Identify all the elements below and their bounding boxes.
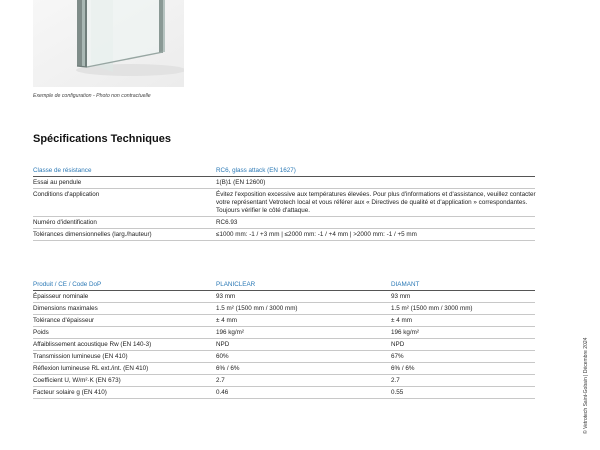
row-planiclear: 1.5 m² (1500 mm / 3000 mm) [216, 305, 298, 312]
table-row [33, 291, 535, 303]
row-planiclear: ± 4 mm [216, 317, 237, 324]
table-row [33, 177, 535, 189]
row-planiclear: 2.7 [216, 377, 225, 384]
section-title: Spécifications Techniques [33, 133, 171, 145]
row-label: Essai au pendule [33, 179, 82, 186]
row-value: 1(B)1 (EN 12600) [216, 179, 266, 186]
table-header [33, 165, 535, 177]
row-value: ≤1000 mm: -1 / +3 mm | ≤2000 mm: -1 / +4 mm | >2000 mm: -1 / +5 mm [216, 231, 417, 238]
row-label: Dimensions maximales [33, 305, 98, 312]
resistance-table [33, 165, 535, 241]
row-value: RC6.93 [216, 219, 238, 226]
header-label: Produit / CE / Code DoP [33, 281, 102, 288]
header-value: RC6, glass attack (EN 1627) [216, 167, 296, 174]
row-planiclear: 60% [216, 353, 229, 360]
header-col-planiclear: PLANICLEAR [216, 281, 256, 288]
row-label: Transmission lumineuse (EN 410) [33, 353, 128, 360]
table-row [33, 229, 535, 241]
row-label: Réflexion lumineuse RL ext./int. (EN 410) [33, 365, 149, 372]
row-label: Coefficient U, W/m²·K (EN 673) [33, 377, 121, 384]
table-header [33, 279, 535, 291]
row-label: Affaiblissement acoustique Rw (EN 140-3) [33, 341, 152, 348]
table-row [33, 363, 535, 375]
table-row [33, 217, 535, 229]
table-row [33, 387, 535, 399]
table-row [33, 303, 535, 315]
row-label: Tolérance d'épaisseur [33, 317, 95, 324]
row-diamant: NPD [391, 341, 405, 348]
row-planiclear: 6% / 6% [216, 365, 240, 372]
row-label: Épaisseur nominale [33, 293, 89, 300]
table-row [33, 327, 535, 339]
row-diamant: 67% [391, 353, 404, 360]
header-label: Classe de résistance [33, 167, 92, 174]
table-row [33, 339, 535, 351]
row-diamant: 2.7 [391, 377, 400, 384]
photo-caption: Exemple de configuration - Photo non contractuelle [33, 93, 151, 99]
product-table [33, 279, 535, 399]
row-diamant: ± 4 mm [391, 317, 412, 324]
row-diamant: 6% / 6% [391, 365, 415, 372]
row-diamant: 1.5 m² (1500 mm / 3000 mm) [391, 305, 473, 312]
row-planiclear: 93 mm [216, 293, 236, 300]
table-row [33, 351, 535, 363]
glass-pane-illustration [33, 0, 184, 87]
table-row [33, 315, 535, 327]
row-label: Numéro d'identification [33, 219, 97, 226]
row-planiclear: 0.46 [216, 389, 229, 396]
header-col-diamant: DIAMANT [391, 281, 420, 288]
row-diamant: 196 kg/m² [391, 329, 419, 336]
table-row [33, 189, 535, 217]
row-planiclear: NPD [216, 341, 230, 348]
row-label: Facteur solaire g (EN 410) [33, 389, 107, 396]
row-value: Évitez l'exposition excessive aux températures élevées. Pour plus d'informations et d'assistance, veuillez contacter votre représentant Vetrotech local et vous référer aux « Directives de qualité et d'application » correspondantes. Toujours vérifier le côté d'attaque. [216, 190, 536, 215]
row-label: Tolérances dimensionnelles (larg./hauteur) [33, 231, 152, 238]
row-label: Conditions d'application [33, 191, 100, 198]
table-row [33, 375, 535, 387]
row-planiclear: 196 kg/m² [216, 329, 244, 336]
row-diamant: 0.55 [391, 389, 404, 396]
row-label: Poids [33, 329, 49, 336]
row-diamant: 93 mm [391, 293, 411, 300]
product-photo [33, 0, 184, 87]
copyright-side-text: © Vetrotech Saint-Gobain | Décembre 2024 [583, 337, 589, 434]
